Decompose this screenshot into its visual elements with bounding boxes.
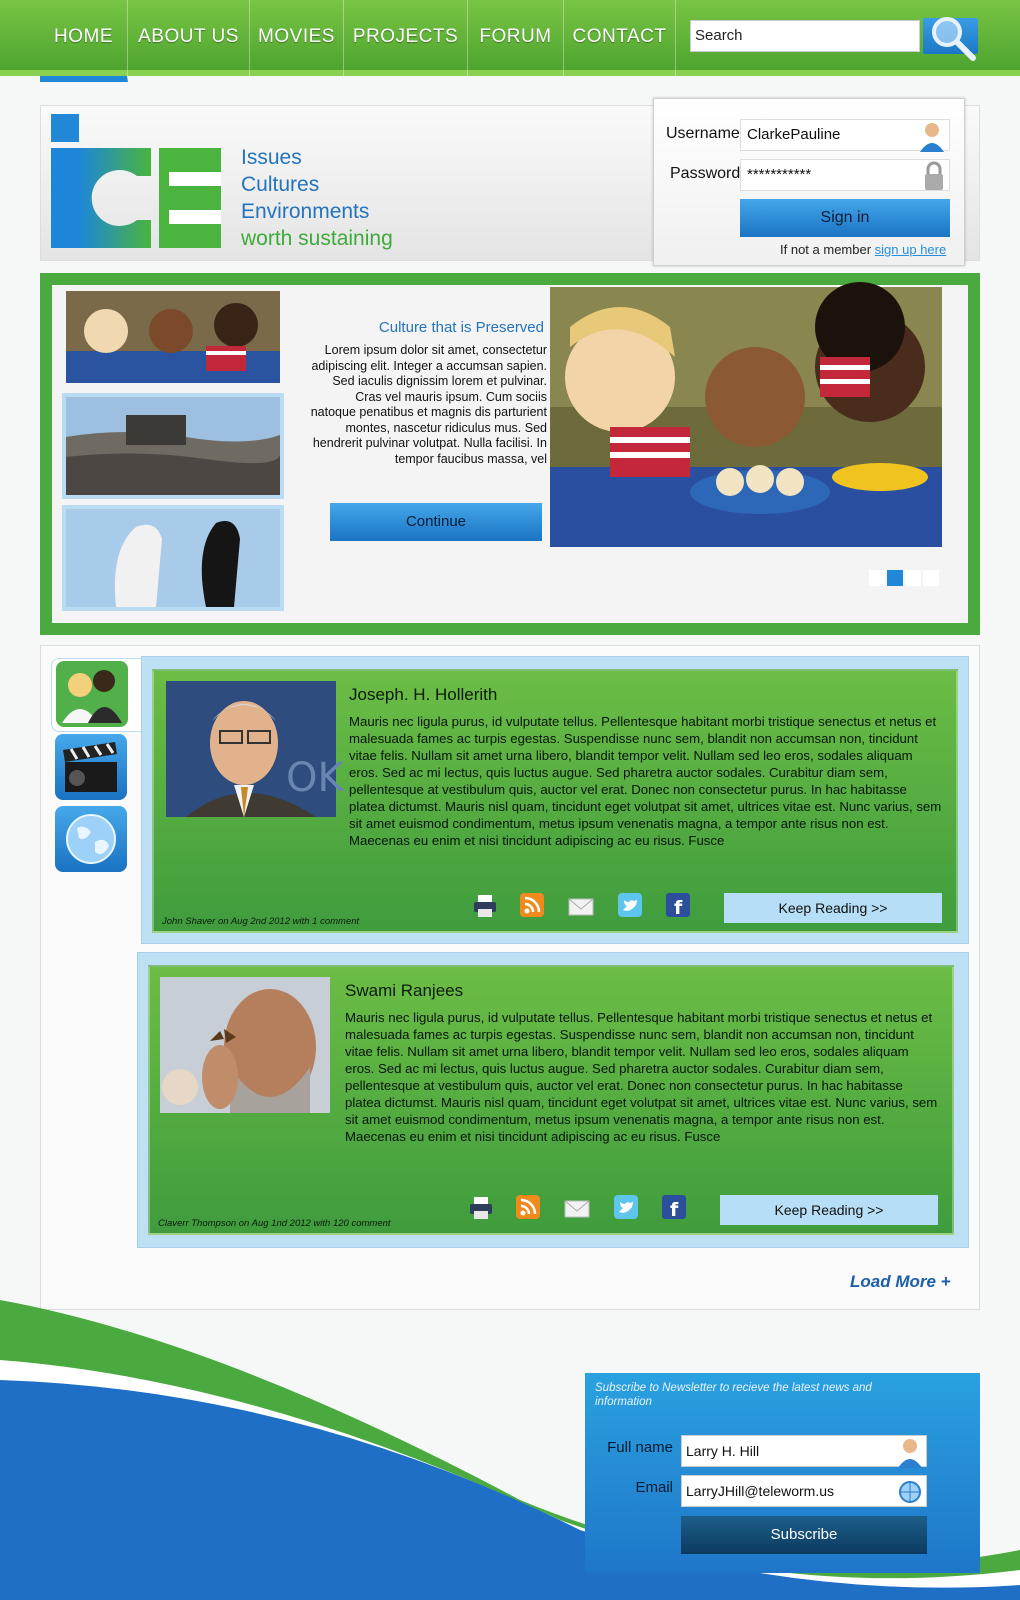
post-author-photo [160,977,330,1113]
rss-icon[interactable] [516,1195,542,1221]
continue-button[interactable]: Continue [330,503,542,541]
password-value: *********** [747,166,812,183]
tab-people[interactable] [51,658,141,732]
logo-line-worth: worth sustaining [241,227,393,250]
subscribe-button[interactable]: Subscribe [681,1516,927,1554]
ice-logo-icon [51,148,231,248]
nav-movies[interactable]: MOVIES [250,0,344,76]
twitter-icon[interactable] [618,893,644,919]
logo-tagline [241,144,393,252]
slide-title: Culture that is Preserved [378,319,544,336]
nav-projects[interactable]: PROJECTS [344,0,468,76]
rss-icon[interactable] [520,893,546,919]
email-value: LarryJHill@teleworm.us [686,1483,835,1499]
post-author-photo [166,681,344,817]
user-icon [917,120,947,152]
nav-home[interactable]: HOME [40,0,128,82]
slider-dot-4[interactable] [923,570,939,586]
children-photo [550,287,942,547]
twitter-icon[interactable] [614,1195,640,1221]
logo-line-cultures: Cultures [241,173,320,196]
member-text: If not a member [780,242,872,257]
svg-text:f: f [670,1199,679,1221]
slider-thumb-children[interactable] [62,287,284,387]
post-card [137,952,969,1248]
slider-dot-3[interactable] [905,570,921,586]
post-author-name[interactable]: Swami Ranjees [345,981,464,1000]
logo-line-environments: Environments [241,200,370,223]
user-icon [896,1436,924,1468]
mail-icon[interactable] [564,1195,590,1221]
children-photo-thumb [66,291,280,383]
fullname-input[interactable] [681,1435,927,1467]
nav-contact[interactable]: CONTACT [564,0,676,76]
facebook-icon[interactable] [666,893,692,919]
slider-dot-2[interactable] [887,570,903,586]
author-photo-hollerith [166,681,344,817]
lock-icon [921,160,947,192]
print-icon[interactable] [472,893,498,919]
slider-dot-1[interactable] [869,570,885,586]
email-input[interactable] [681,1475,927,1507]
password-label: Password [670,165,741,182]
post-content [152,669,958,933]
username-input[interactable] [740,119,950,151]
post-content [148,965,954,1235]
slider-thumb-horses[interactable] [62,505,284,611]
post-meta: John Shaver on Aug 2nd 2012 with 1 comment [162,916,360,927]
post-meta: Claverr Thompson on Aug 1nd 2012 with 120 comment [158,1218,391,1229]
logo-line-issues: Issues [241,146,302,169]
search-input[interactable]: Search [690,20,920,52]
username-label: Username [666,125,740,142]
post-card [141,656,969,944]
nav-forum[interactable]: FORUM [468,0,564,76]
horses-photo-thumb [66,509,280,607]
slide-main-image [550,287,942,547]
tab-world[interactable] [55,806,127,872]
slider-thumb-landfill[interactable] [62,393,284,499]
search-button[interactable] [923,18,978,54]
fullname-label: Full name [607,1439,673,1456]
slider-pagination [869,570,941,589]
slider-content [52,285,968,623]
mail-icon[interactable] [568,893,594,919]
load-more-link[interactable]: Load More + [850,1272,951,1291]
nav-about-us[interactable]: ABOUT US [128,0,250,76]
logo-square [51,114,79,142]
keep-reading-button[interactable]: Keep Reading >> [720,1195,938,1225]
posts-section [40,645,980,1310]
fullname-value: Larry H. Hill [686,1443,760,1459]
keep-reading-button[interactable]: Keep Reading >> [724,893,942,923]
slide-text: Lorem ipsum dolor sit amet, consectetur adipiscing elit. Integer a accumsan sapien. Sed iaculis dignissim lorem et pulvinar. Cras vel mauris ipsum. Cum sociis natoque penatibus et magnis dis parturient montes, nascetur ridiculus mus. Sed hendrerit pulvinar volutpat. Nulla facilisi. In tempor faucibus massa, vel [310,343,547,466]
signup-link[interactable]: sign up here [874,242,947,257]
svg-text:f: f [674,897,683,919]
email-label: Email [635,1479,673,1496]
newsletter-text: Subscribe to Newsletter to recieve the latest news and information [595,1382,872,1408]
globe-icon [55,806,127,872]
featured-slider [40,273,980,635]
top-navigation [0,0,1020,76]
svg-text:OK: OK [286,755,344,801]
password-input[interactable] [740,159,950,191]
member-prompt [780,242,946,257]
landfill-photo-thumb [66,397,280,495]
signin-button[interactable]: Sign in [740,199,950,237]
login-panel [653,98,965,266]
tab-movies[interactable] [55,734,127,800]
author-photo-ranjees [160,977,330,1113]
clapperboard-icon [55,734,127,800]
post-excerpt: Mauris nec ligula purus, id vulputate tellus. Pellentesque habitant morbi tristique senectus et netus et malesuada fames ac turpis egestas. Suspendisse nunc sem, blandit non accumsan non, tincidunt vitae felis. Nullam sit amet urna libero, blandit tempor velit. Nullam sed leo eros, sodales aliquam eros. Sed ac mi lectus, quis luctus augue. Sed pharetra auctor sodales. Curabitur diam sem, pellentesque at vestibulum quis, auctor vel erat. Donec non consectetur purus. In hac habitasse platea dictumst. Mauris nisl quam, tincidunt eget volutpat sit amet, ultrices vitae est. Nunc varius, sem sit amet euismod condimentum, metus ipsum venenatis magna, a tempor ante risus non est. Maecenas eu enim et nisi tincidunt adipiscing ac eu risus. Fusce [349,714,942,848]
newsletter-box [585,1373,980,1573]
post-author-name[interactable]: Joseph. H. Hollerith [349,685,498,704]
email-globe-icon [896,1476,924,1508]
people-icon [56,661,132,729]
magnifier-icon [927,10,979,62]
print-icon[interactable] [468,1195,494,1221]
facebook-icon[interactable] [662,1195,688,1221]
post-excerpt: Mauris nec ligula purus, id vulputate tellus. Pellentesque habitant morbi tristique senectus et netus et malesuada fames ac turpis egestas. Suspendisse nunc sem, blandit non accumsan non, tincidunt vitae felis. Nullam sit amet urna libero, blandit tempor velit. Nullam sed leo eros, sodales aliquam eros. Sed ac mi lectus, quis luctus augue. Sed pharetra auctor sodales. Curabitur diam sem, pellentesque at vestibulum quis, auctor vel erat. Donec non consectetur purus. In hac habitasse platea dictumst. Mauris nisl quam, tincidunt eget volutpat sit amet, ultrices vitae est. Nunc varius, sem sit amet euismod condimentum, metus ipsum venenatis magna, a tempor ante risus non est. Maecenas eu enim et nisi tincidunt adipiscing ac eu risus. Fusce [345,1010,938,1144]
username-value: ClarkePauline [747,126,841,143]
